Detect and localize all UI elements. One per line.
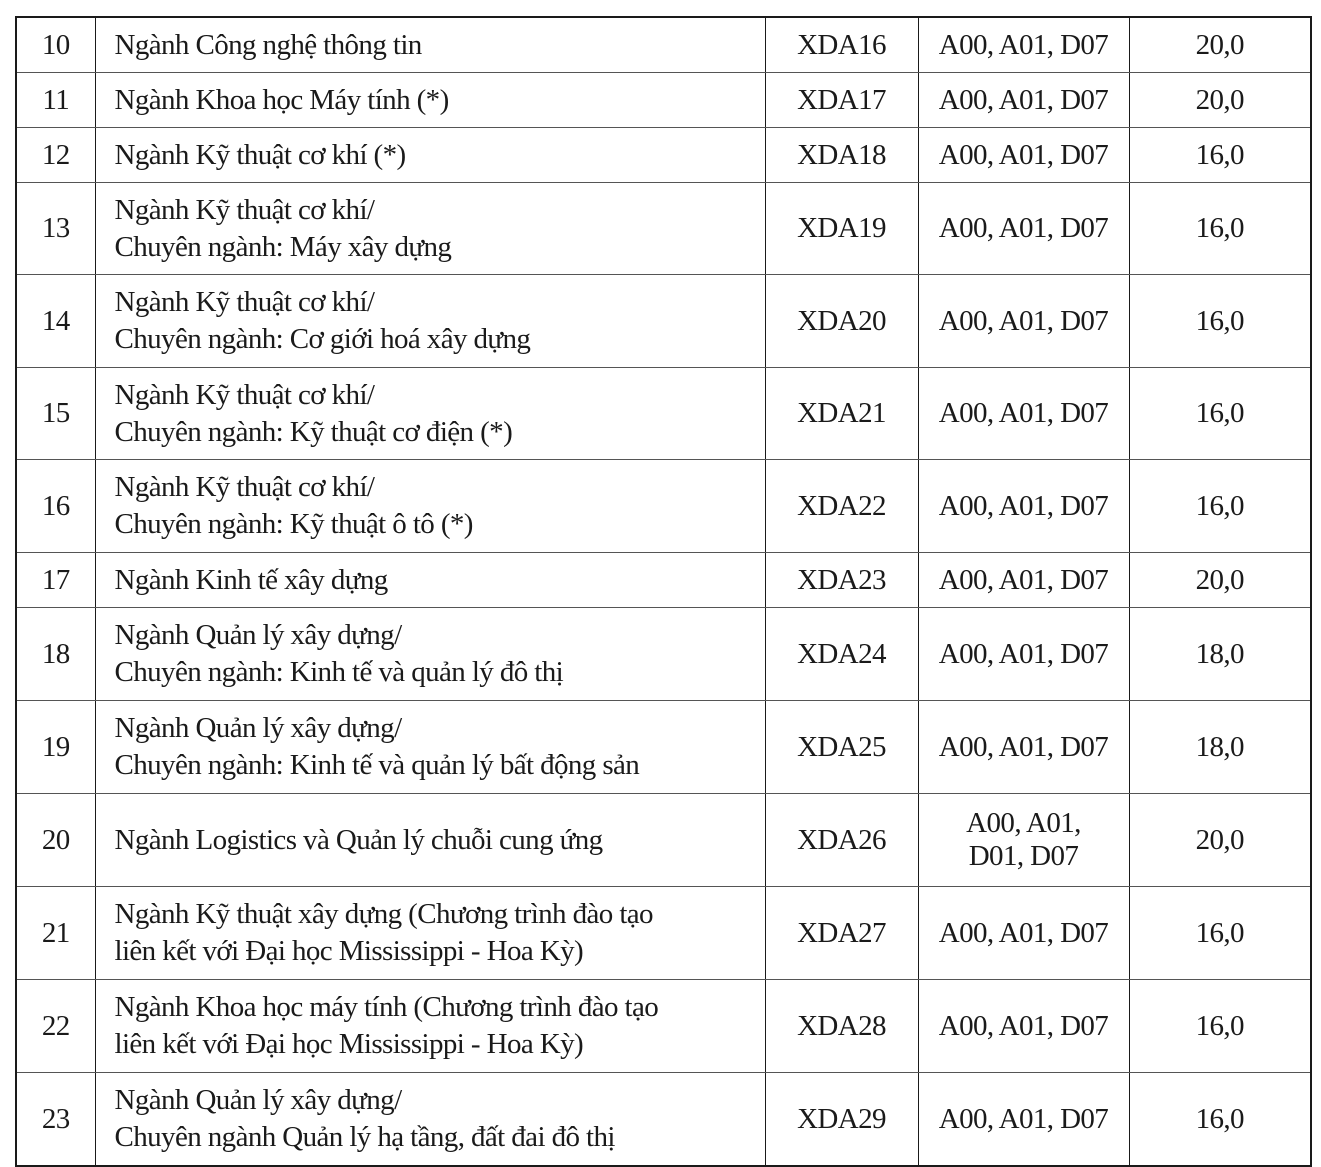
row-number-cell: 11 xyxy=(16,73,95,128)
subject-combination-line: A00, A01, xyxy=(966,807,1081,839)
subject-combination-cell xyxy=(918,73,1129,128)
table-row xyxy=(16,275,1311,368)
admission-score-table xyxy=(15,16,1312,1167)
subject-combination-line: A00, A01, D07 xyxy=(938,304,1109,337)
table-row xyxy=(16,368,1311,460)
program-name-line: Ngành Quản lý xây dựng/ xyxy=(114,712,402,744)
program-name-cell xyxy=(95,887,765,980)
program-name-line: liên kết với Đại học Mississippi - Hoa Kỳ) xyxy=(114,935,584,967)
subject-combination-line: A00, A01, D07 xyxy=(938,563,1109,596)
program-code-cell: XDA20 xyxy=(765,275,918,368)
program-name-line: Chuyên ngành: Cơ giới hoá xây dựng xyxy=(114,323,531,355)
program-name-cell xyxy=(95,608,765,701)
subject-combination-line: A00, A01, D07 xyxy=(938,83,1109,116)
row-number-cell: 22 xyxy=(16,980,95,1073)
subject-combination-cell xyxy=(918,1073,1129,1167)
score-cell: 16,0 xyxy=(1129,980,1311,1073)
program-name-cell xyxy=(95,73,765,128)
program-code-cell: XDA17 xyxy=(765,73,918,128)
subject-combination-cell xyxy=(918,368,1129,460)
subject-combination-cell xyxy=(918,887,1129,980)
row-number-cell: 21 xyxy=(16,887,95,980)
score-cell: 16,0 xyxy=(1129,887,1311,980)
program-name-line: liên kết với Đại học Mississippi - Hoa Kỳ) xyxy=(114,1028,584,1060)
program-name-line: Ngành Logistics và Quản lý chuỗi cung ứng xyxy=(114,823,603,856)
row-number-cell: 10 xyxy=(16,17,95,73)
score-cell: 16,0 xyxy=(1129,128,1311,183)
program-name-line: Ngành Kỹ thuật cơ khí (*) xyxy=(114,138,406,171)
program-code-cell: XDA24 xyxy=(765,608,918,701)
program-name-line: Chuyên ngành Quản lý hạ tầng, đất đai đô thị xyxy=(114,1121,615,1153)
program-name-cell xyxy=(95,1073,765,1167)
table-row xyxy=(16,17,1311,73)
subject-combination-line: A00, A01, D07 xyxy=(938,138,1109,171)
program-code-cell: XDA16 xyxy=(765,17,918,73)
program-name-line: Ngành Kinh tế xây dựng xyxy=(114,563,388,596)
score-cell: 16,0 xyxy=(1129,368,1311,460)
subject-combination-line: D01, D07 xyxy=(968,840,1079,872)
subject-combination-cell xyxy=(918,128,1129,183)
program-code-cell: XDA23 xyxy=(765,553,918,608)
row-number-cell: 12 xyxy=(16,128,95,183)
table-row xyxy=(16,1073,1311,1167)
row-number-cell: 18 xyxy=(16,608,95,701)
program-code-cell: XDA28 xyxy=(765,980,918,1073)
program-code-cell: XDA25 xyxy=(765,701,918,794)
program-name-cell xyxy=(95,701,765,794)
program-name-cell xyxy=(95,460,765,553)
row-number-cell: 20 xyxy=(16,794,95,887)
score-cell: 18,0 xyxy=(1129,608,1311,701)
subject-combination-line: A00, A01, D07 xyxy=(938,730,1109,763)
subject-combination-line: A00, A01, D07 xyxy=(938,28,1109,61)
program-code-cell: XDA29 xyxy=(765,1073,918,1167)
table-row xyxy=(16,460,1311,553)
program-name-line: Ngành Kỹ thuật cơ khí/ xyxy=(114,471,375,503)
score-cell: 16,0 xyxy=(1129,183,1311,275)
subject-combination-cell xyxy=(918,794,1129,887)
table-row xyxy=(16,608,1311,701)
table-row xyxy=(16,553,1311,608)
program-code-cell: XDA19 xyxy=(765,183,918,275)
program-name-line: Ngành Kỹ thuật xây dựng (Chương trình đào tạo xyxy=(114,898,653,930)
subject-combination-line: A00, A01, D07 xyxy=(938,1102,1109,1135)
score-cell: 20,0 xyxy=(1129,553,1311,608)
subject-combination-line: A00, A01, D07 xyxy=(938,212,1109,244)
program-name-cell xyxy=(95,980,765,1073)
row-number-cell: 14 xyxy=(16,275,95,368)
subject-combination-line: A00, A01, D07 xyxy=(938,916,1109,949)
program-name-cell xyxy=(95,553,765,608)
subject-combination-line: A00, A01, D07 xyxy=(938,397,1109,429)
table-row xyxy=(16,794,1311,887)
row-number-cell: 15 xyxy=(16,368,95,460)
program-code-cell: XDA26 xyxy=(765,794,918,887)
subject-combination-line: A00, A01, D07 xyxy=(938,637,1109,670)
subject-combination-cell xyxy=(918,608,1129,701)
program-name-cell xyxy=(95,794,765,887)
program-code-cell: XDA18 xyxy=(765,128,918,183)
table-row xyxy=(16,701,1311,794)
program-name-line: Ngành Khoa học máy tính (Chương trình đào tạo xyxy=(114,991,659,1023)
subject-combination-cell xyxy=(918,183,1129,275)
subject-combination-cell xyxy=(918,460,1129,553)
table-row xyxy=(16,980,1311,1073)
table-row xyxy=(16,128,1311,183)
program-name-line: Ngành Khoa học Máy tính (*) xyxy=(114,83,449,116)
row-number-cell: 13 xyxy=(16,183,95,275)
subject-combination-cell xyxy=(918,553,1129,608)
program-name-line: Ngành Kỹ thuật cơ khí/ xyxy=(114,378,375,411)
program-name-line: Chuyên ngành: Máy xây dựng xyxy=(114,230,452,263)
score-cell: 20,0 xyxy=(1129,17,1311,73)
score-cell: 18,0 xyxy=(1129,701,1311,794)
table-row xyxy=(16,73,1311,128)
subject-combination-line: A00, A01, D07 xyxy=(938,489,1109,522)
score-cell: 16,0 xyxy=(1129,275,1311,368)
table-body xyxy=(16,17,1311,1166)
subject-combination-line: A00, A01, D07 xyxy=(938,1009,1109,1042)
program-name-line: Chuyên ngành: Kỹ thuật cơ điện (*) xyxy=(114,415,513,448)
score-cell: 16,0 xyxy=(1129,460,1311,553)
program-code-cell: XDA21 xyxy=(765,368,918,460)
program-name-line: Chuyên ngành: Kỹ thuật ô tô (*) xyxy=(114,508,473,540)
program-name-line: Chuyên ngành: Kinh tế và quản lý bất động sản xyxy=(114,749,640,781)
program-name-line: Ngành Quản lý xây dựng/ xyxy=(114,1084,402,1116)
program-code-cell: XDA27 xyxy=(765,887,918,980)
subject-combination-cell xyxy=(918,275,1129,368)
program-name-line: Ngành Kỹ thuật cơ khí/ xyxy=(114,286,375,318)
program-name-cell xyxy=(95,17,765,73)
program-name-cell xyxy=(95,275,765,368)
subject-combination-cell xyxy=(918,980,1129,1073)
score-cell: 20,0 xyxy=(1129,794,1311,887)
program-code-cell: XDA22 xyxy=(765,460,918,553)
row-number-cell: 19 xyxy=(16,701,95,794)
program-name-cell xyxy=(95,183,765,275)
table-row xyxy=(16,183,1311,275)
row-number-cell: 17 xyxy=(16,553,95,608)
subject-combination-cell xyxy=(918,17,1129,73)
program-name-line: Ngành Công nghệ thông tin xyxy=(114,28,422,61)
row-number-cell: 23 xyxy=(16,1073,95,1167)
program-name-cell xyxy=(95,368,765,460)
program-name-line: Ngành Kỹ thuật cơ khí/ xyxy=(114,193,375,226)
program-name-cell xyxy=(95,128,765,183)
row-number-cell: 16 xyxy=(16,460,95,553)
subject-combination-cell xyxy=(918,701,1129,794)
table-row xyxy=(16,887,1311,980)
program-name-line: Chuyên ngành: Kinh tế và quản lý đô thị xyxy=(114,656,564,688)
program-name-line: Ngành Quản lý xây dựng/ xyxy=(114,619,402,651)
score-cell: 20,0 xyxy=(1129,73,1311,128)
score-cell: 16,0 xyxy=(1129,1073,1311,1167)
